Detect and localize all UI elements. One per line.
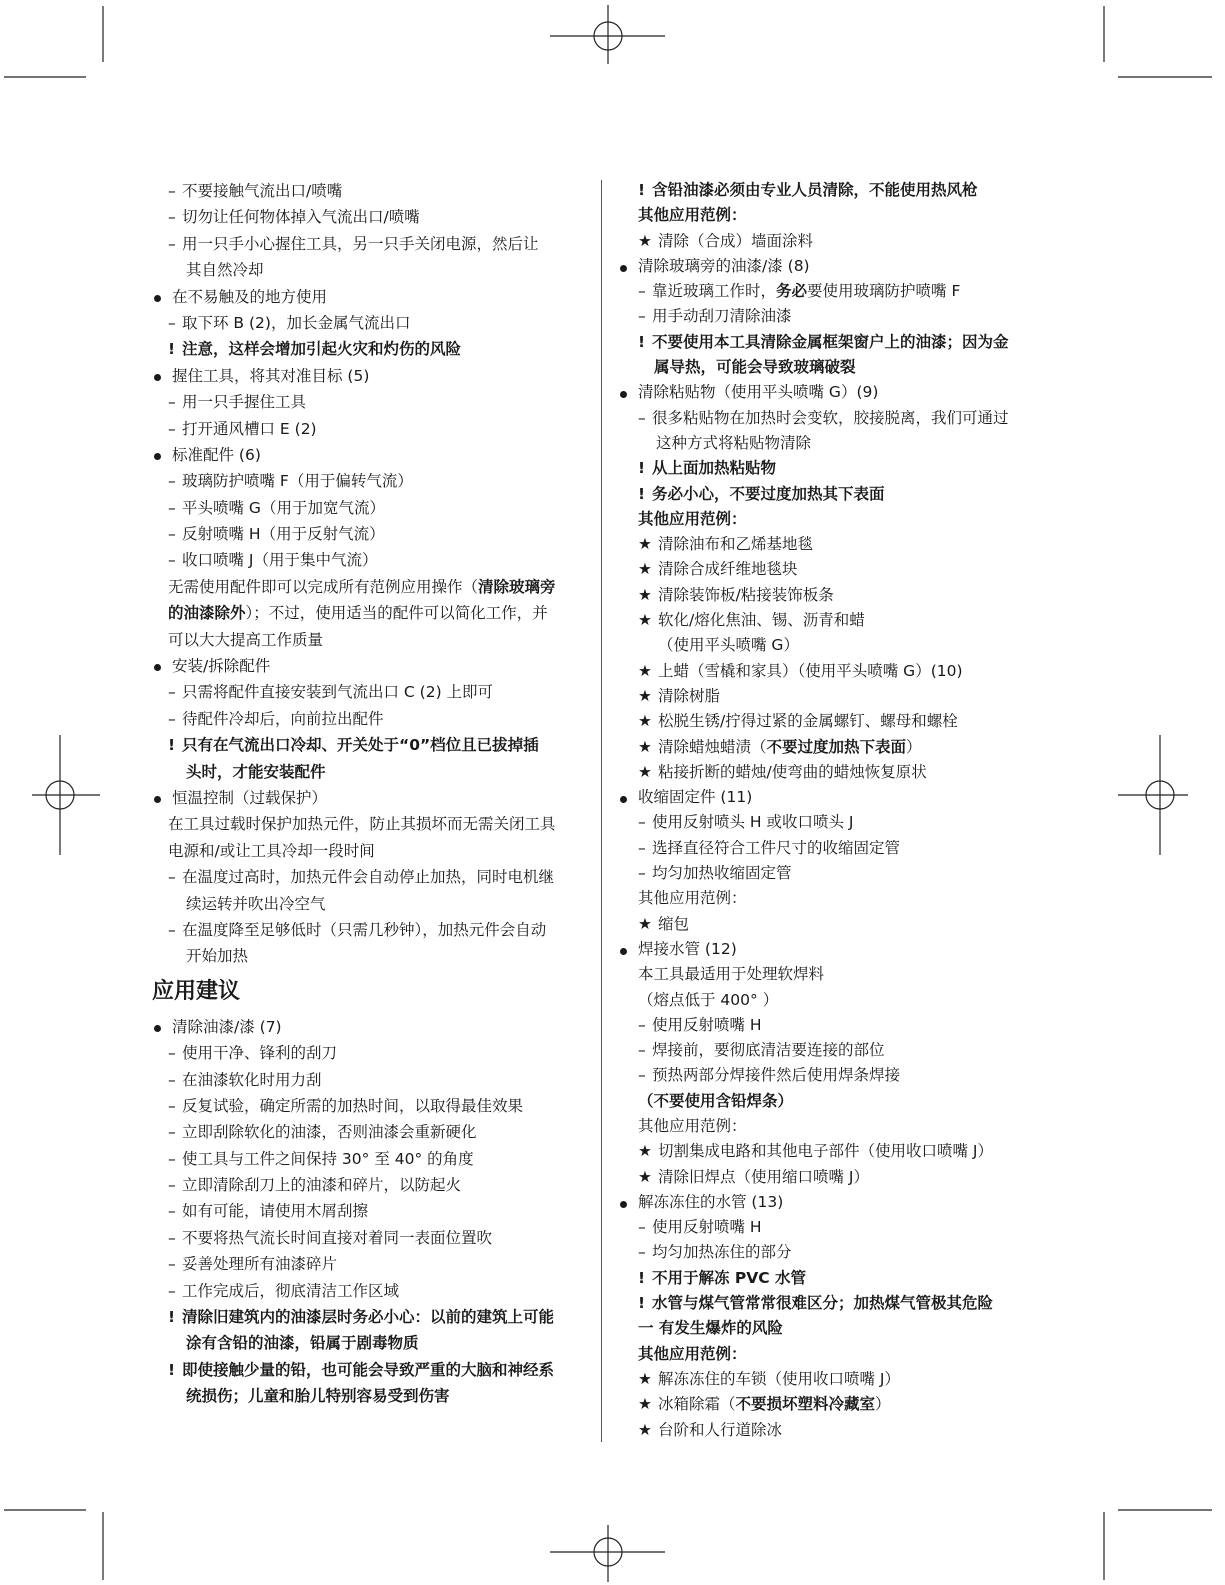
line-text: 预热两部分焊接件然后使用焊条焊接 [652, 1066, 901, 1085]
dash-mark: – [168, 1123, 176, 1142]
line-text: 焊接前，要彻底清洁要连接的部位 [652, 1041, 885, 1060]
line-text: 玻璃防护喷嘴 F（用于偏转气流） [182, 472, 413, 491]
dash-mark: – [638, 1243, 646, 1262]
line-text: 很多粘贴物在加热时会变软，胶接脱离，我们可通过 [652, 408, 1009, 427]
line-text: 水管与煤气管常常很难区分；加热煤气管极其危险 [652, 1294, 994, 1313]
line-text: 缩包 [658, 914, 690, 933]
text-line [618, 355, 1058, 380]
line-text: 使用反射喷嘴 H [652, 1015, 762, 1034]
dash-mark: – [168, 920, 176, 939]
text-line [152, 1067, 592, 1093]
text-line [618, 1215, 1058, 1240]
dash-mark: – [168, 1176, 176, 1195]
line-text: 务必小心，不要过度加热其下表面 [652, 484, 885, 503]
text-line [152, 785, 592, 811]
dash-mark: – [638, 1041, 646, 1060]
line-text: 在油漆软化时用力刮 [182, 1070, 322, 1089]
text-line [152, 732, 592, 758]
text-line [618, 1038, 1058, 1063]
text-line [152, 284, 592, 310]
warning-mark: ! [638, 181, 646, 199]
text-line [618, 1342, 1058, 1367]
text-line [618, 279, 1058, 304]
line-text: 清除树脂 [658, 686, 721, 705]
text-line [618, 178, 1058, 203]
line-text-tail: ） [906, 737, 922, 756]
text-line [618, 886, 1058, 911]
left-lines [152, 178, 592, 970]
star-icon: ★ [638, 611, 652, 630]
line-text: 使用干净、锋利的刮刀 [182, 1044, 338, 1063]
text-line [618, 1089, 1058, 1114]
text-line [152, 178, 592, 204]
line-text: 收口喷嘴 J（用于集中气流） [182, 551, 378, 570]
warning-mark: ! [168, 1360, 176, 1379]
line-bold-text: 务必 [776, 282, 808, 301]
text-line [618, 532, 1058, 557]
bullet-dot-icon [620, 391, 627, 398]
star-icon: ★ [638, 1420, 652, 1439]
line-text: 电源和/或让工具冷却一段时间 [168, 841, 375, 860]
text-line [152, 653, 592, 679]
bullet-dot-icon [620, 1201, 627, 1208]
line-bold-text: 不要损坏塑料冷藏室 [735, 1395, 876, 1414]
line-text: 不要使用本工具清除金属框架窗户上的油漆；因为金 [652, 332, 1009, 351]
dash-mark: – [638, 307, 646, 326]
text-line [152, 864, 592, 890]
text-line [618, 760, 1058, 785]
text-line [152, 1383, 592, 1409]
line-text: （熔点低于 400° ） [638, 990, 779, 1009]
line-text: 续运转并吹出冷空气 [186, 894, 326, 913]
text-line [152, 1278, 592, 1304]
text-line [618, 785, 1058, 810]
star-icon: ★ [638, 231, 652, 250]
line-text: 不用于解冻 PVC 水管 [652, 1268, 807, 1287]
line-text: 其他应用范例： [638, 1344, 747, 1363]
star-icon: ★ [638, 762, 652, 781]
text-line [152, 811, 592, 837]
star-icon: ★ [638, 1395, 652, 1414]
text-line [152, 1119, 592, 1145]
text-line [618, 962, 1058, 987]
star-icon: ★ [638, 661, 652, 680]
line-text: 头时，才能安装配件 [186, 762, 326, 781]
bullet-dot-icon [154, 664, 161, 671]
text-line [618, 254, 1058, 279]
dash-mark: – [168, 1281, 176, 1300]
line-bold-text: 不要过度加热下表面 [766, 737, 907, 756]
line-text: 用一只手握住工具 [182, 393, 307, 412]
text-line [618, 861, 1058, 886]
line-text: 选择直径符合工件尺寸的收缩固定管 [652, 838, 901, 857]
text-line [152, 1172, 592, 1198]
text-line [152, 1251, 592, 1277]
text-line [152, 1198, 592, 1224]
bullet-dot-icon [154, 374, 161, 381]
line-text: 可以大大提高工作质量 [168, 630, 324, 649]
line-text: 涂有含铅的油漆，铅属于剧毒物质 [186, 1334, 419, 1353]
text-line [152, 600, 592, 626]
warning-mark: ! [638, 332, 646, 351]
line-bold-text: 的油漆除外 [168, 604, 246, 623]
warning-mark: ! [168, 340, 176, 359]
text-line [152, 389, 592, 415]
star-icon: ★ [638, 560, 652, 579]
text-line [152, 759, 592, 785]
line-text: 用手动刮刀清除油漆 [652, 307, 792, 326]
line-text: 台阶和人行道除冰 [658, 1420, 783, 1439]
line-text: 在温度过高时，加热元件会自动停止加热，同时电机继 [182, 868, 555, 887]
dash-mark: – [168, 1070, 176, 1089]
text-line [618, 229, 1058, 254]
text-line [152, 1093, 592, 1119]
line-text: 只需将配件直接安装到气流出口 C (2) 上即可 [182, 683, 494, 702]
text-line [152, 917, 592, 943]
text-line [618, 1190, 1058, 1215]
warning-mark: ! [638, 1294, 646, 1313]
text-line [152, 943, 592, 969]
line-text: 一 有发生爆炸的风险 [638, 1319, 783, 1338]
line-text: 无需使用配件即可以完成所有范例应用操作（ [168, 577, 479, 596]
line-text: 标准配件 (6) [172, 445, 261, 464]
text-line [618, 203, 1058, 228]
bullet-dot-icon [154, 453, 161, 460]
line-text: 清除合成纤维地毯块 [658, 560, 798, 579]
left-lines-2 [152, 1014, 592, 1410]
star-icon: ★ [638, 914, 652, 933]
bullet-dot-icon [154, 1025, 161, 1032]
text-line [152, 1304, 592, 1330]
text-line [152, 416, 592, 442]
dash-mark: – [168, 208, 176, 227]
dash-mark: – [638, 1218, 646, 1237]
warning-mark: ! [638, 459, 646, 478]
warning-mark: ! [168, 1308, 176, 1327]
text-line [152, 627, 592, 653]
bullet-dot-icon [620, 796, 627, 803]
text-line [618, 1266, 1058, 1291]
text-line [618, 937, 1058, 962]
text-line [618, 406, 1058, 431]
text-line [618, 482, 1058, 507]
text-line [618, 1367, 1058, 1392]
line-text: 切勿让任何物体掉入气流出口/喷嘴 [182, 208, 420, 227]
line-text: 其他应用范例： [638, 1116, 747, 1135]
text-line [618, 1316, 1058, 1341]
dash-mark: – [168, 419, 176, 438]
bullet-dot-icon [620, 948, 627, 955]
dash-mark: – [638, 813, 646, 832]
line-text: 切割集成电路和其他电子部件（使用收口喷嘴 J） [658, 1142, 993, 1161]
dash-mark: – [168, 709, 176, 728]
star-icon: ★ [638, 535, 652, 554]
text-line [618, 836, 1058, 861]
text-line [152, 468, 592, 494]
dash-mark: – [168, 1149, 176, 1168]
line-text: 粘接折断的蜡烛/使弯曲的蜡烛恢复原状 [658, 762, 927, 781]
line-text: 握住工具，将其对准目标 (5) [172, 366, 370, 385]
line-text: 开始加热 [186, 947, 249, 966]
text-line [618, 659, 1058, 684]
text-line [618, 1063, 1058, 1088]
line-text: 解冻冻住的车锁（使用收口喷嘴 J） [658, 1369, 900, 1388]
dash-mark: – [168, 1255, 176, 1274]
line-text: 使用反射喷嘴 H [652, 1218, 762, 1237]
text-line [152, 1040, 592, 1066]
dash-mark: – [168, 498, 176, 517]
left-column [152, 178, 592, 1410]
text-line [152, 231, 592, 257]
line-text: 均匀加热冻住的部分 [652, 1243, 792, 1262]
line-text: 立即刮除软化的油漆，否则油漆会重新硬化 [182, 1123, 477, 1142]
line-text: 立即清除刮刀上的油漆和碎片，以防起火 [182, 1176, 462, 1195]
text-line [618, 912, 1058, 937]
line-text: 清除油布和乙烯基地毯 [658, 535, 814, 554]
warning-mark: ! [638, 1268, 646, 1287]
line-text: 反复试验，确定所需的加热时间，以取得最佳效果 [182, 1096, 524, 1115]
line-text: 使用反射喷头 H 或收口喷头 J [652, 813, 854, 832]
text-line [618, 988, 1058, 1013]
text-line [618, 507, 1058, 532]
line-text: 均匀加热收缩固定管 [652, 864, 792, 883]
line-text: 注意，这样会增加引起火灾和灼伤的风险 [182, 340, 462, 359]
line-text: 清除玻璃旁的油漆/漆 (8) [638, 256, 810, 275]
line-text: 上蜡（雪橇和家具）（使用平头喷嘴 G）(10) [658, 661, 963, 680]
line-text: 属导热，可能会导致玻璃破裂 [654, 358, 856, 377]
dash-mark: – [168, 393, 176, 412]
text-line [152, 1146, 592, 1172]
bullet-dot-icon [154, 295, 161, 302]
star-icon: ★ [638, 1142, 652, 1161]
dash-mark: – [168, 525, 176, 544]
line-text: 恒温控制（过载保护） [172, 788, 328, 807]
line-text: 取下环 B (2)，加长金属气流出口 [182, 313, 411, 332]
line-text: 安装/拆除配件 [172, 657, 271, 676]
right-lines [618, 178, 1058, 1443]
line-text: 软化/熔化焦油、锡、沥青和蜡 [658, 611, 865, 630]
line-text: 妥善处理所有油漆碎片 [182, 1255, 338, 1274]
text-line [152, 521, 592, 547]
dash-mark: – [638, 1066, 646, 1085]
line-text: 清除蜡烛蜡渍（ [658, 737, 767, 756]
star-icon: ★ [638, 737, 652, 756]
line-text: 使工具与工件之间保持 30° 至 40° 的角度 [182, 1149, 474, 1168]
text-line [618, 304, 1058, 329]
text-line [152, 1225, 592, 1251]
text-line [618, 1418, 1058, 1443]
line-text-tail: ） [875, 1395, 891, 1414]
dash-mark: – [168, 313, 176, 332]
text-line [152, 336, 592, 362]
text-line [618, 1013, 1058, 1038]
star-icon: ★ [638, 585, 652, 604]
line-text: 其他应用范例： [638, 206, 747, 225]
line-text: 如有可能，请使用木屑刮擦 [182, 1202, 369, 1221]
dash-mark: – [168, 551, 176, 570]
dash-mark: – [168, 1096, 176, 1115]
line-text: 其自然冷却 [186, 261, 264, 280]
dash-mark: – [638, 1015, 646, 1034]
text-line [618, 1291, 1058, 1316]
text-line [618, 330, 1058, 355]
line-text: 在不易触及的地方使用 [172, 287, 328, 306]
dash-mark: – [168, 868, 176, 887]
dash-mark: – [638, 408, 646, 427]
dash-mark: – [638, 864, 646, 883]
line-text: 松脱生锈/拧得过紧的金属螺钉、螺母和螺栓 [658, 712, 958, 731]
line-text: 本工具最适用于处理软焊料 [638, 965, 825, 984]
text-line [618, 431, 1058, 456]
line-text: 统损伤；儿童和胎儿特别容易受到伤害 [186, 1387, 450, 1406]
text-line [152, 204, 592, 230]
text-line [152, 257, 592, 283]
star-icon: ★ [638, 686, 652, 705]
column-divider [601, 180, 602, 1442]
section-heading: 应用建议 [152, 978, 241, 1004]
warning-mark: ! [168, 736, 176, 755]
dash-mark: – [638, 282, 646, 301]
line-text: 即使接触少量的铅，也可能会导致严重的大脑和神经系 [182, 1360, 555, 1379]
line-text: 不要接触气流出口/喷嘴 [182, 182, 343, 200]
right-column [618, 178, 1058, 1443]
line-text: 只有在气流出口冷却、开关处于“0”档位且已拔掉插 [182, 736, 539, 755]
text-line [618, 709, 1058, 734]
text-line [618, 684, 1058, 709]
text-line [152, 1014, 592, 1040]
text-line [618, 608, 1058, 633]
line-text: 不要将热气流长时间直接对着同一表面位置吹 [182, 1228, 493, 1247]
dash-mark: – [168, 234, 176, 253]
text-line [152, 310, 592, 336]
line-text: 其他应用范例： [638, 509, 747, 528]
text-line [618, 583, 1058, 608]
text-line [152, 1357, 592, 1383]
text-line [618, 1139, 1058, 1164]
text-line [152, 679, 592, 705]
star-icon: ★ [638, 712, 652, 731]
line-text: 从上面加热粘贴物 [652, 459, 777, 478]
text-line [152, 547, 592, 573]
text-line [152, 838, 592, 864]
text-line [618, 1114, 1058, 1139]
text-line [152, 442, 592, 468]
text-line [618, 1240, 1058, 1265]
line-text-tail: ）；不过，使用适当的配件可以简化工作，并 [245, 604, 548, 623]
line-text: （不要使用含铅焊条） [638, 1091, 794, 1110]
dash-mark: – [168, 1202, 176, 1221]
line-text: 在温度降至足够低时（只需几秒钟），加热元件会自动 [182, 920, 547, 939]
text-line [618, 810, 1058, 835]
line-text: 反射喷嘴 H（用于反射气流） [182, 525, 385, 544]
line-text: 含铅油漆必须由专业人员清除，不能使用热风枪 [652, 181, 978, 199]
line-text: 其他应用范例： [638, 889, 747, 908]
dash-mark: – [168, 683, 176, 702]
line-text: 解冻冻住的水管 (13) [638, 1192, 784, 1211]
line-text: 工作完成后，彻底清洁工作区域 [182, 1281, 400, 1300]
line-text: 清除旧建筑内的油漆层时务必小心：以前的建筑上可能 [182, 1308, 555, 1327]
line-text: 清除（合成）墙面涂料 [658, 231, 814, 250]
text-line [152, 891, 592, 917]
dash-mark: – [168, 182, 176, 200]
text-line [618, 380, 1058, 405]
dash-mark: – [168, 472, 176, 491]
line-text: 清除旧焊点（使用缩口喷嘴 J） [658, 1167, 869, 1186]
line-text: 待配件冷却后，向前拉出配件 [182, 709, 384, 728]
text-line [152, 363, 592, 389]
line-text: 清除粘贴物（使用平头喷嘴 G）(9) [638, 383, 879, 402]
dash-mark: – [638, 838, 646, 857]
dash-mark: – [168, 1044, 176, 1063]
text-line [618, 456, 1058, 481]
line-text: 用一只手小心握住工具，另一只手关闭电源，然后让 [182, 234, 539, 253]
text-line [618, 735, 1058, 760]
line-text: 清除油漆/漆 (7) [172, 1017, 282, 1036]
star-icon: ★ [638, 1167, 652, 1186]
star-icon: ★ [638, 1369, 652, 1388]
text-line [152, 574, 592, 600]
line-text: 在工具过载时保护加热元件，防止其损坏而无需关闭工具 [168, 815, 556, 834]
text-line [618, 1392, 1058, 1417]
bullet-dot-icon [154, 796, 161, 803]
text-line [152, 1330, 592, 1356]
line-text: 焊接水管 (12) [638, 939, 737, 958]
text-line [152, 706, 592, 732]
text-line [152, 495, 592, 521]
warning-mark: ! [638, 484, 646, 503]
line-text: 清除装饰板/粘接装饰板条 [658, 585, 834, 604]
line-bold-text: 清除玻璃旁 [478, 577, 556, 596]
bullet-dot-icon [620, 265, 627, 272]
text-line [618, 557, 1058, 582]
line-text: 冰箱除霜（ [658, 1395, 736, 1414]
line-text-tail: 要使用玻璃防护喷嘴 F [807, 282, 961, 301]
line-text: 收缩固定件 (11) [638, 788, 753, 807]
line-text: 平头喷嘴 G（用于加宽气流） [182, 498, 385, 517]
line-text: 打开通风槽口 E (2) [182, 419, 317, 438]
text-line [618, 633, 1058, 658]
line-text: 这种方式将粘贴物清除 [656, 433, 812, 452]
dash-mark: – [168, 1228, 176, 1247]
text-line [618, 1165, 1058, 1190]
line-text: （使用平头喷嘴 G） [658, 636, 799, 655]
line-text: 靠近玻璃工作时， [652, 282, 777, 301]
